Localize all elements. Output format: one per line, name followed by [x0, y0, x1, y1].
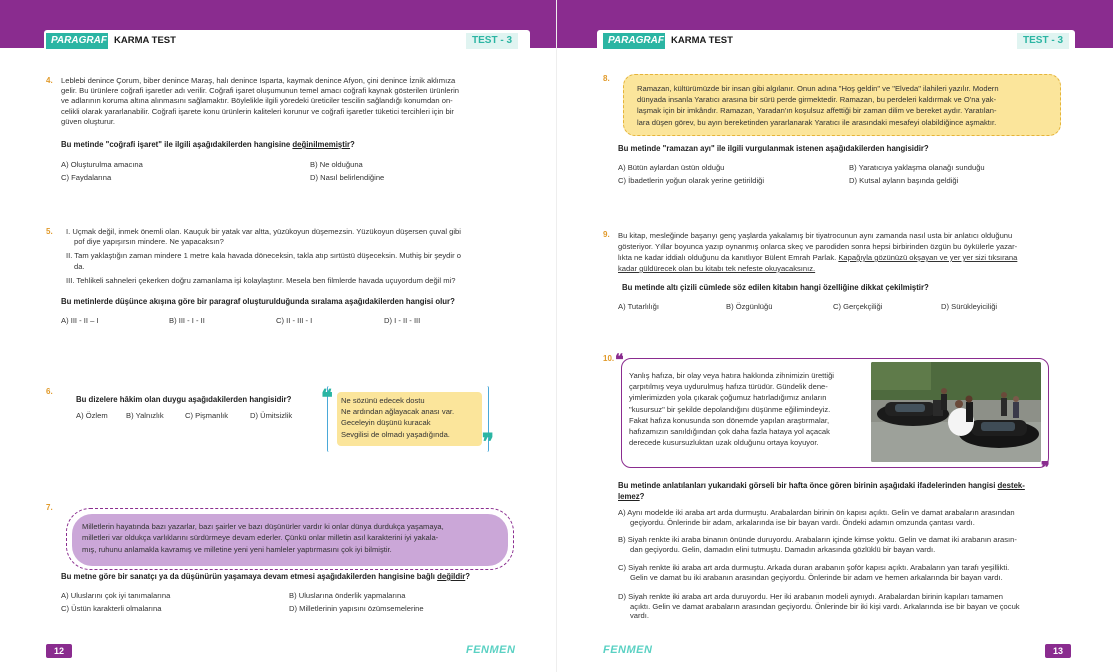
text-line: mış, ruhunu anlamakla kavramış ve milletine yeni yeni hamleler yaptırmasını çok iyi bilmiştir.	[82, 544, 392, 554]
text-line: güven oluşturur.	[61, 116, 116, 126]
option-b[interactable]: B) Ne olduğuna	[310, 160, 363, 169]
open-quote-icon: ❝	[321, 385, 333, 411]
text-line: celikli olarak yararlanabilir. Coğrafi işarete konu ürünlerin kaliteleri korunur ve coğrafi işaretler tüketici tercihleri için bir	[61, 106, 454, 116]
option-d[interactable]: D) I - II - III	[384, 316, 421, 325]
subsection-tag: KARMA TEST	[665, 33, 739, 49]
poem-text	[341, 395, 481, 440]
question-10-stem	[618, 480, 1083, 502]
option-d[interactable]: D) Milletlerinin yapısını özümsemelerine	[289, 604, 424, 613]
question-10-text	[629, 370, 869, 448]
option-c[interactable]: C) Pişmanlık	[185, 411, 229, 420]
question-number: 7.	[46, 503, 53, 512]
option-c[interactable]: C) Üstün karakterli olmalarına	[61, 604, 162, 613]
option-line: açıktı. Gelin ve damat arabaların arasından geçiyordu. Önlerinde bir iki kişi vardı. Arkalarında ise bir bayan ve çocuk	[630, 601, 1020, 611]
text-line: Leblebi denince Çorum, biber denince Maraş, halı denince Isparta, kaymak denince Afyon, çini denince İznik aklımıza	[61, 76, 456, 85]
option-c[interactable]: C) Gerçekçiliği	[833, 302, 883, 311]
text-line: yimlerimizden yola çıkarak çoğumuz hatırladığımız anıların	[629, 393, 827, 403]
option-line: geçiyordu. Önlerinde bir adam, arkalarında ise bir bayan vardı. Öndeki adamın omzunda çantası vardı.	[630, 517, 975, 527]
question-5-stem: Bu metinlerde düşünce akışına göre bir paragraf oluşturulduğunda sıralama aşağıdakilerden hangisi olur?	[61, 297, 455, 306]
text-line: Yanlış hafıza, bir olay veya hatıra hakkında zihnimizin ürettiği	[629, 371, 834, 380]
option-b[interactable]: B) Uluslarına önderlik yapmalarına	[289, 591, 406, 600]
question-4-text	[61, 76, 521, 127]
question-6-stem: Bu dizelere hâkim olan duygu aşağıdakilerden hangisidir?	[76, 395, 292, 404]
text-line: derecede kusursuzluktan uzak olduğunu ortaya koyuyor.	[629, 438, 819, 448]
option-line: A) Aynı modelde iki araba art arda durmuştu. Arabalardan birinin ön kapısı açıktı. Gelin ve damat arabaların arasından	[618, 508, 1015, 517]
option-line: C) Siyah renkte iki araba art arda durmuştu. Arkada duran arabanın şoför kapısı açıktı. Arabaların yan tarafı yeşillikti.	[618, 563, 1010, 572]
underlined-sentence: Kapağıyla gözünüzü okşayan ve yer yer sizi tıksırana	[838, 253, 1018, 262]
option-a[interactable]: A) III - II – I	[61, 316, 99, 325]
text-line: lıkta ne kadar iddialı olduğunu da kanıtlıyor Bülent Emrah Parlak.	[618, 253, 839, 262]
stem-suffix: ?	[639, 492, 645, 501]
question-number: 5.	[46, 227, 53, 236]
text-line: gösteriyor. Yıllar boyunca yazıp oynanmış onlarca skeç ve parodiden sonra hepsi birbirinden özgün bu öykülerle yazar-	[618, 242, 1018, 251]
text-line: Ramazan, kültürümüzde bir insan gibi algılanır. Onun adına "Hoş geldin" ve "Elveda" ilahileri yazılır. Modern	[637, 84, 999, 93]
text-line: pof diye yapışırsın mindere. Ne yapacaksın?	[74, 237, 224, 247]
photo-illustration	[871, 362, 1041, 462]
option-c[interactable]: C) İbadetlerin yoğun olarak yerine getirildiği	[618, 176, 765, 185]
option-a[interactable]: A) Özlem	[76, 411, 108, 420]
poem-line: Ne ardından ağlayacak anası var.	[341, 407, 455, 417]
underlined-sentence: kadar güldürecek olan bu kitabı tek nefeste okuyacaksınız.	[618, 264, 816, 273]
option-line: D) Siyah renkte iki araba art arda duruyordu. Her iki arabanın modeli aynıydı. Arabalardan birinin kapıları tamamen	[618, 592, 1003, 601]
option-a[interactable]	[618, 508, 1088, 527]
option-d[interactable]: D) Kutsal ayların başında geldiği	[849, 176, 959, 185]
option-line: dan geçiyordu. Gelin, damadın elini tutmuştu. Damadın arkasında gözlüklü bir bayan vardı.	[630, 544, 936, 554]
option-c[interactable]: C) Faydalarına	[61, 173, 112, 182]
test-label: TEST - 3	[466, 33, 518, 49]
poem-line: Ne sözünü edecek dostu	[341, 396, 425, 405]
option-c[interactable]: C) II - III - I	[276, 316, 313, 325]
text-line: hafızamızın sanıldığından çok daha fazla hataya yol açacak	[629, 427, 830, 437]
wedding-cars-photo	[871, 362, 1041, 462]
poem-line: Geceleyin düşünü kuracak	[341, 418, 431, 428]
question-number: 9.	[603, 230, 610, 239]
option-d[interactable]: D) Sürükleyiciliği	[941, 302, 998, 311]
option-b[interactable]: B) Özgünlüğü	[726, 302, 773, 311]
stem-emphasis: değildir	[437, 572, 466, 581]
text-line: Fakat hafıza konusunda son dönemde yapılan araştırmalar,	[629, 415, 830, 425]
question-8-text	[637, 83, 1057, 128]
poem-line: Sevgilisi de olmadı yaşadığında.	[341, 429, 450, 439]
option-b[interactable]: B) III - I - II	[169, 316, 205, 325]
option-line: B) Siyah renkte iki araba binanın önünde duruyordu. Arabaların içinde kimse yoktu. Gelin ve damat iki arabanın arasın-	[618, 535, 1017, 544]
text-line: dünyada insanla Yaratıcı arasına bir sürü perde girmektedir. Ramazan, bu perdeleri kaldırmak ve O'na yak-	[637, 95, 997, 105]
question-8-stem: Bu metinde "ramazan ayı" ile ilgili vurgulanmak istenen aşağıdakilerden hangisidir?	[618, 144, 929, 153]
close-quote-icon: ❞	[482, 429, 494, 455]
text-line: III. Tehlikeli sahneleri çekerken doğru zamanlama işi kolaylaştırır. Mesela ben filmlerde havada uçuyordum değil mi?	[66, 275, 456, 285]
text-line: I. Uçmak değil, inmek önemli olan. Kauçuk bir yatak var altta, yüzükoyun düşemezsin. Yüzükoyun düşersen çuval gibi	[66, 227, 461, 236]
left-page	[0, 0, 556, 672]
text-line: ve adlarının koruma altına alınmasını sağlamaktır. Böylelikle ilgili yöredeki üreticiler tescilin sağlandığı konumdan on-	[61, 96, 453, 106]
question-5-text	[66, 227, 521, 286]
question-7-text	[82, 521, 502, 555]
stem-suffix: ?	[350, 140, 355, 149]
text-line: çarpıtılmış veya uydurulmuş hafıza türüdür. Gündelik dene-	[629, 382, 828, 392]
text-line: "kusursuz" bir şekilde depolandığını düşünme eğilimindeyiz.	[629, 404, 831, 414]
option-a[interactable]: A) Uluslarını çok iyi tanımalarına	[61, 591, 171, 600]
option-a[interactable]: A) Oluşturulma amacına	[61, 160, 143, 169]
stem-emphasis: değinilmemiştir	[292, 140, 351, 149]
question-4-stem	[61, 140, 521, 150]
page-number: 12	[46, 644, 72, 658]
question-number: 10.	[603, 354, 615, 363]
right-page	[557, 0, 1113, 672]
option-b[interactable]: B) Yalnızlık	[126, 411, 164, 420]
option-line: Gelin ve damat bu iki arabanın arasından geçiyordu. Önlerinde bir adam ve hemen arkalarında bir bayan vardı.	[630, 572, 1003, 582]
stem-text: Bu metinde anlatılanları yukarıdaki görseli bir hafta önce gören birinin aşağıdaki ifadelerinden hangisi	[618, 481, 998, 490]
option-b[interactable]	[618, 535, 1088, 554]
option-c[interactable]	[618, 563, 1088, 582]
text-line: Bu kitap, mesleğinde başarıyı genç yaşlarda yakalamış bir tiyatrocunun aynı zamanda nasıl usta bir anlatıcı olduğunu	[618, 231, 1013, 240]
stem-text: Bu metne göre bir sanatçı ya da düşünürün yaşamaya devam etmesi aşağıdakilerden hangisine bağlı	[61, 572, 438, 581]
open-quote-icon: ❝	[615, 350, 624, 369]
stem-emphasis: destek-	[997, 481, 1025, 490]
option-d[interactable]: D) Ümitsizlik	[250, 411, 293, 420]
option-a[interactable]: A) Tutarlılığı	[618, 302, 659, 311]
text-line: II. Tam yaklaştığın zaman mindere 1 metre kala havada döneceksin, takla atıp sırtüstü düşeceksin. Muthiş bir şeydir o	[66, 251, 461, 261]
subsection-tag: KARMA TEST	[108, 33, 182, 49]
question-7-stem	[61, 572, 531, 582]
section-tag: PARAGRAF	[46, 33, 112, 49]
question-9-text	[618, 230, 1078, 274]
option-b[interactable]: B) Yaratıcıya yaklaşma olanağı sunduğu	[849, 163, 985, 172]
question-number: 4.	[46, 76, 53, 85]
text-line: gelir. Bu ürünlere coğrafi işaretler adı verilir. Coğrafi işaret oluşumunun temel amacı coğrafi kaynak gösterilen ürünlerin	[61, 86, 460, 96]
text-line: Milletlerin hayatında bazı yazarlar, bazı şairler ve bazı düşünürler vardır ki onlar dünya durdukça yaşamaya,	[82, 522, 444, 531]
text-line: da.	[74, 261, 85, 271]
stem-text: Bu metinde "coğrafi işaret" ile ilgili aşağıdakilerden hangisine	[61, 140, 293, 149]
brand-logo: FENMEN	[466, 644, 516, 656]
question-9-stem: Bu metinde altı çizili cümlede söz edilen kitabın hangi özelliğine dikkat çekilmiştir?	[622, 283, 929, 292]
stem-suffix: ?	[465, 572, 471, 581]
option-d[interactable]	[618, 592, 1088, 621]
section-tag: PARAGRAF	[603, 33, 669, 49]
option-a[interactable]: A) Bütün aylardan üstün olduğu	[618, 163, 725, 172]
text-line: milletleri var oldukça varlıklarını sürdürmeye devam ederler. Çünkü onlar milletin asıl karakterini iyi yakala-	[82, 533, 439, 543]
question-number: 6.	[46, 387, 53, 396]
text-line: laşmak için bir imkândır. Ramazan, Yaradan'ın koşulsuz affettiği bir zaman dilim ve bereket aydır. Yaratılan-	[637, 106, 997, 116]
test-label: TEST - 3	[1017, 33, 1069, 49]
option-line: vardı.	[630, 611, 649, 621]
stem-emphasis: lemez	[618, 492, 640, 501]
question-number: 8.	[603, 74, 610, 83]
close-quote-icon: ❞	[1041, 458, 1050, 477]
text-line: lara düşen görev, bu ayın bereketinden yararlanarak Yaratıcı ile arasındaki mesafeyi olabildiğince aşmaktır.	[637, 117, 997, 127]
brand-logo: FENMEN	[603, 644, 653, 656]
option-d[interactable]: D) Nasıl belirlendiğine	[310, 173, 385, 182]
page-number: 13	[1045, 644, 1071, 658]
